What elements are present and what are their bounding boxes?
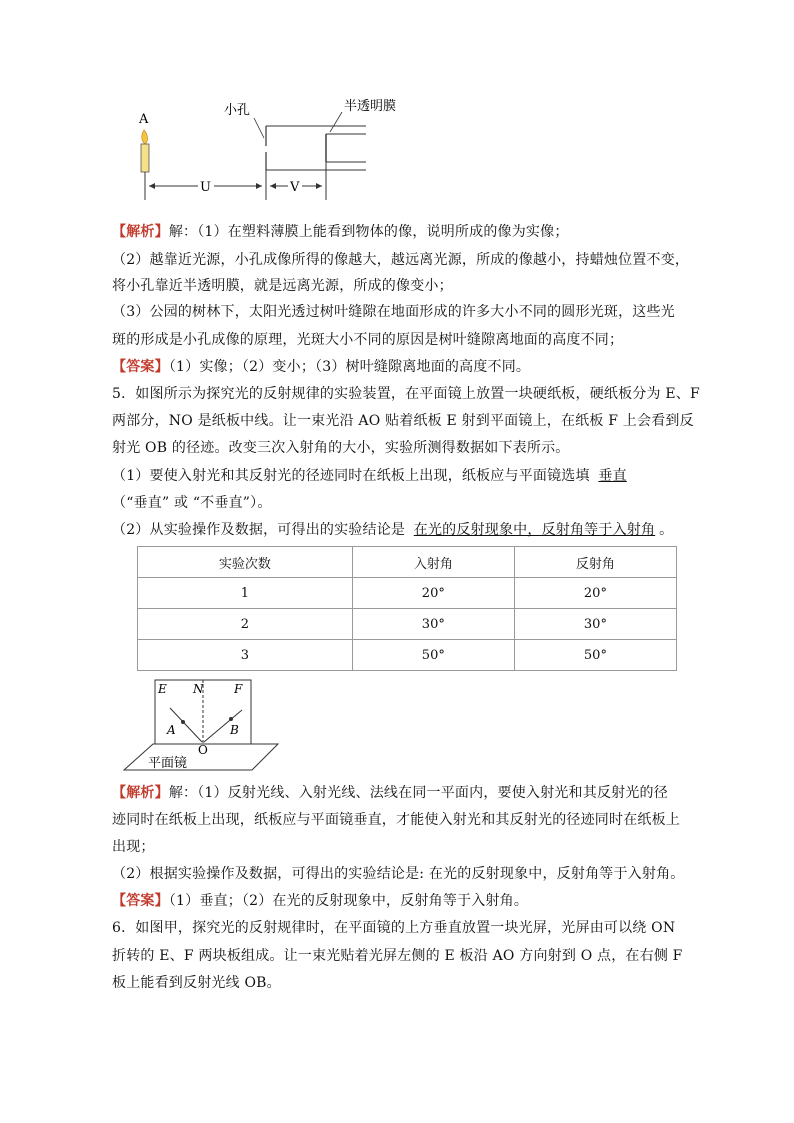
table-header-cell: 入射角 bbox=[352, 547, 514, 578]
answer-tag: 【答案】 bbox=[112, 359, 169, 375]
table-row bbox=[138, 640, 677, 671]
table-cell: 50° bbox=[352, 640, 514, 671]
label-pinhole: 小孔 bbox=[224, 103, 251, 118]
q5-stem-line-2: 两部分，NO 是纸板中线。让一束光沿 AO 贴着纸板 E 射到平面镜上，在纸板 F 上会看到反 bbox=[112, 413, 694, 429]
table-row bbox=[138, 609, 677, 640]
q5-analysis-line-3: 出现； bbox=[112, 839, 155, 855]
candle-flame bbox=[142, 130, 148, 144]
table-cell: 3 bbox=[138, 640, 353, 671]
reflection-data-table bbox=[137, 546, 677, 671]
table-header-cell: 反射角 bbox=[514, 547, 676, 578]
q4-analysis-line-3: 将小孔靠近半透明膜，就是远离光源，所成的像变小； bbox=[112, 278, 453, 294]
reflection-board-figure bbox=[118, 674, 288, 774]
q5-analysis-line-4: （2）根据实验操作及数据，可得出的实验结论是: 在光的反射现象中，反射角等于入射角。 bbox=[112, 866, 685, 882]
analysis-tag: 【解析】 bbox=[112, 785, 169, 801]
table-header-cell: 实验次数 bbox=[138, 547, 353, 578]
q5-sub2-answer-blank: 在光的反射现象中，反射角等于入射角 bbox=[413, 522, 656, 538]
answer-tag: 【答案】 bbox=[112, 893, 169, 909]
label-plane-mirror: 平面镜 bbox=[148, 756, 188, 771]
q4-analysis-line-5: 斑的形成是小孔成像的原理，光斑大小不同的原因是树叶缝隙离地面的高度不同； bbox=[112, 332, 624, 348]
table-row bbox=[138, 578, 677, 609]
q5-sub1-cont: （“垂直” 或 “不垂直”）。 bbox=[112, 495, 272, 511]
q6-stem-line-3: 板上能看到反射光线 OB。 bbox=[112, 975, 281, 991]
pinhole-camera-figure bbox=[120, 96, 410, 206]
label-point-a: A bbox=[167, 723, 176, 737]
q4-answer: 【答案】（1）实像；（2）变小；（3）树叶缝隙离地面的高度不同。 bbox=[112, 359, 531, 375]
table-header-row bbox=[138, 547, 677, 578]
label-point-b: B bbox=[230, 723, 239, 737]
label-board-e: E bbox=[158, 682, 167, 696]
label-candle-a: A bbox=[139, 112, 149, 127]
q5-stem-line-3: 射光 OB 的径迹。改变三次入射角的大小，实验所测得数据如下表所示。 bbox=[112, 440, 570, 456]
table-cell: 2 bbox=[138, 609, 353, 640]
table-cell: 1 bbox=[138, 578, 353, 609]
label-board-f: F bbox=[234, 682, 243, 696]
label-distance-v: V bbox=[290, 180, 300, 195]
label-point-o: O bbox=[198, 743, 208, 757]
q6-stem-line-2: 折转的 E、F 两块板组成。让一束光贴着光屏左侧的 E 板沿 AO 方向射到 O 点，在右侧 F bbox=[112, 948, 683, 964]
analysis-tag: 【解析】 bbox=[112, 224, 169, 240]
q4-analysis-line-4: （3）公园的树林下，太阳光透过树叶缝隙在地面形成的许多大小不同的圆形光斑，这些光 bbox=[112, 304, 675, 320]
candle-body bbox=[141, 144, 149, 172]
q6-stem-line-1: 6．如图甲，探究光的反射规律时，在平面镜的上方垂直放置一块光屏，光屏由可以绕 ON bbox=[112, 920, 676, 936]
q5-answer: 【答案】（1）垂直；（2）在光的反射现象中，反射角等于入射角。 bbox=[112, 893, 529, 909]
label-distance-u: U bbox=[200, 180, 211, 195]
q5-analysis-line-2: 迹同时在纸板上出现，纸板应与平面镜垂直，才能使入射光和其反射光的径迹同时在纸板上 bbox=[112, 812, 680, 828]
q5-sub2: （2）从实验操作及数据，可得出的实验结论是 在光的反射现象中，反射角等于入射角 。 bbox=[112, 522, 674, 538]
table-cell: 20° bbox=[352, 578, 514, 609]
label-normal-n: N bbox=[193, 682, 204, 696]
table-cell: 30° bbox=[352, 609, 514, 640]
table-cell: 20° bbox=[514, 578, 676, 609]
q5-analysis-line-1: 【解析】解：（1）反射光线、入射光线、法线在同一平面内，要使入射光和其反射光的径 bbox=[112, 785, 668, 801]
q5-stem-line-1: 5．如图所示为探究光的反射规律的实验装置，在平面镜上放置一块硬纸板，硬纸板分为 E、F bbox=[112, 386, 700, 402]
q4-analysis-line-1: 【解析】解：（1）在塑料薄膜上能看到物体的像，说明所成的像为实像； bbox=[112, 224, 569, 240]
table-cell: 30° bbox=[514, 609, 676, 640]
q5-sub1: （1）要使入射光和其反射光的径迹同时在纸板上出现，纸板应与平面镜选填 垂直 bbox=[112, 466, 692, 486]
label-translucent-film: 半透明膜 bbox=[344, 99, 397, 114]
q4-analysis-line-2: （2）越靠近光源，小孔成像所得的像越大，越远离光源，所成的像越小，持蜡烛位置不变， bbox=[112, 252, 690, 268]
table-cell: 50° bbox=[514, 640, 676, 671]
q5-sub1-answer-blank: 垂直 bbox=[598, 468, 627, 484]
